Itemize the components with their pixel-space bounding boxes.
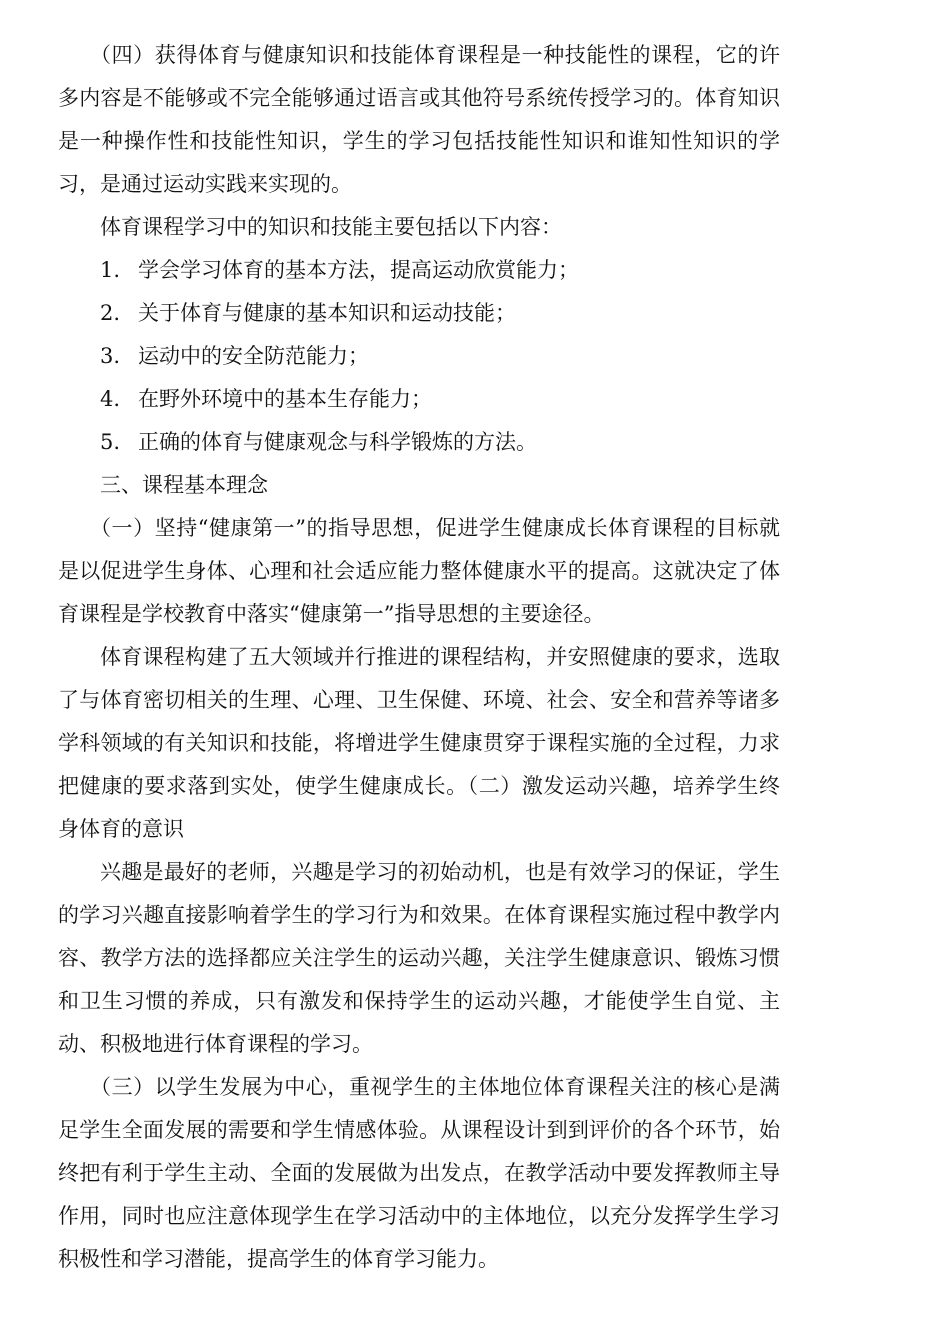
list-item (58, 335, 780, 378)
list-number: 1. (100, 258, 121, 282)
knowledge-list (58, 249, 780, 464)
paragraph-interest: 兴趣是最好的老师，兴趣是学习的初始动机，也是有效学习的保证，学生的学习兴趣直接影响着学生的学习行为和效果。在体育课程实施过程中教学内容、教学方法的选择都应关注学生的运动兴趣，关注学生健康意识、锻炼习惯和卫生习惯的养成，只有激发和保持学生的运动兴趣，才能使学生自觉、主动、积极地进行体育课程的学习。 (58, 860, 780, 1056)
list-item (58, 292, 780, 335)
list-text: 正确的体育与健康观念与科学锻炼的方法。 (138, 430, 537, 454)
list-item (58, 249, 780, 292)
paragraph-list-intro: 体育课程学习中的知识和技能主要包括以下内容： (100, 215, 562, 239)
list-text: 在野外环境中的基本生存能力； (138, 387, 432, 411)
list-number: 5. (100, 430, 121, 454)
paragraph-curriculum-structure: 体育课程构建了五大领域并行推进的课程结构，并安照健康的要求，选取了与体育密切相关的生理、心理、卫生保健、环境、社会、安全和营养等诸多学科领域的有关知识和技能，将增进学生健康贯穿于课程实施的全过程，力求把健康的要求落到实处，使学生健康成长。（二）激发运动兴趣，培养学生终身体育的意识 (58, 645, 780, 841)
list-number: 2. (100, 301, 121, 325)
paragraph-knowledge-skills: （四）获得体育与健康知识和技能体育课程是一种技能性的课程，它的许多内容是不能够或不完全能够通过语言或其他符号系统传授学习的。体育知识是一种操作性和技能性知识，学生的学习包括技能性知识和谁知性知识的学习，是通过运动实践来实现的。 (58, 43, 780, 196)
list-text: 关于体育与健康的基本知识和运动技能； (138, 301, 516, 325)
list-item (58, 378, 780, 421)
document-page (58, 34, 780, 1281)
paragraph-student-centered: （三）以学生发展为中心，重视学生的主体地位体育课程关注的核心是满足学生全面发展的需要和学生情感体验。从课程设计到到评价的各个环节，始终把有利于学生主动、全面的发展做为出发点，在教学活动中要发挥教师主导作用，同时也应注意体现学生在学习活动中的主体地位，以充分发挥学生学习积极性和学习潜能，提高学生的体育学习能力。 (58, 1075, 780, 1271)
paragraph-health-first: （一）坚持“健康第一”的指导思想，促进学生健康成长体育课程的目标就是以促进学生身体、心理和社会适应能力整体健康水平的提高。这就决定了体育课程是学校教育中落实“健康第一”指导思想的主要途径。 (58, 516, 780, 626)
list-text: 学会学习体育的基本方法，提高运动欣赏能力； (138, 258, 579, 282)
section-heading: 三、课程基本理念 (100, 473, 268, 497)
list-number: 4. (100, 387, 121, 411)
list-text: 运动中的安全防范能力； (138, 344, 369, 368)
list-item (58, 421, 780, 464)
list-number: 3. (100, 344, 121, 368)
